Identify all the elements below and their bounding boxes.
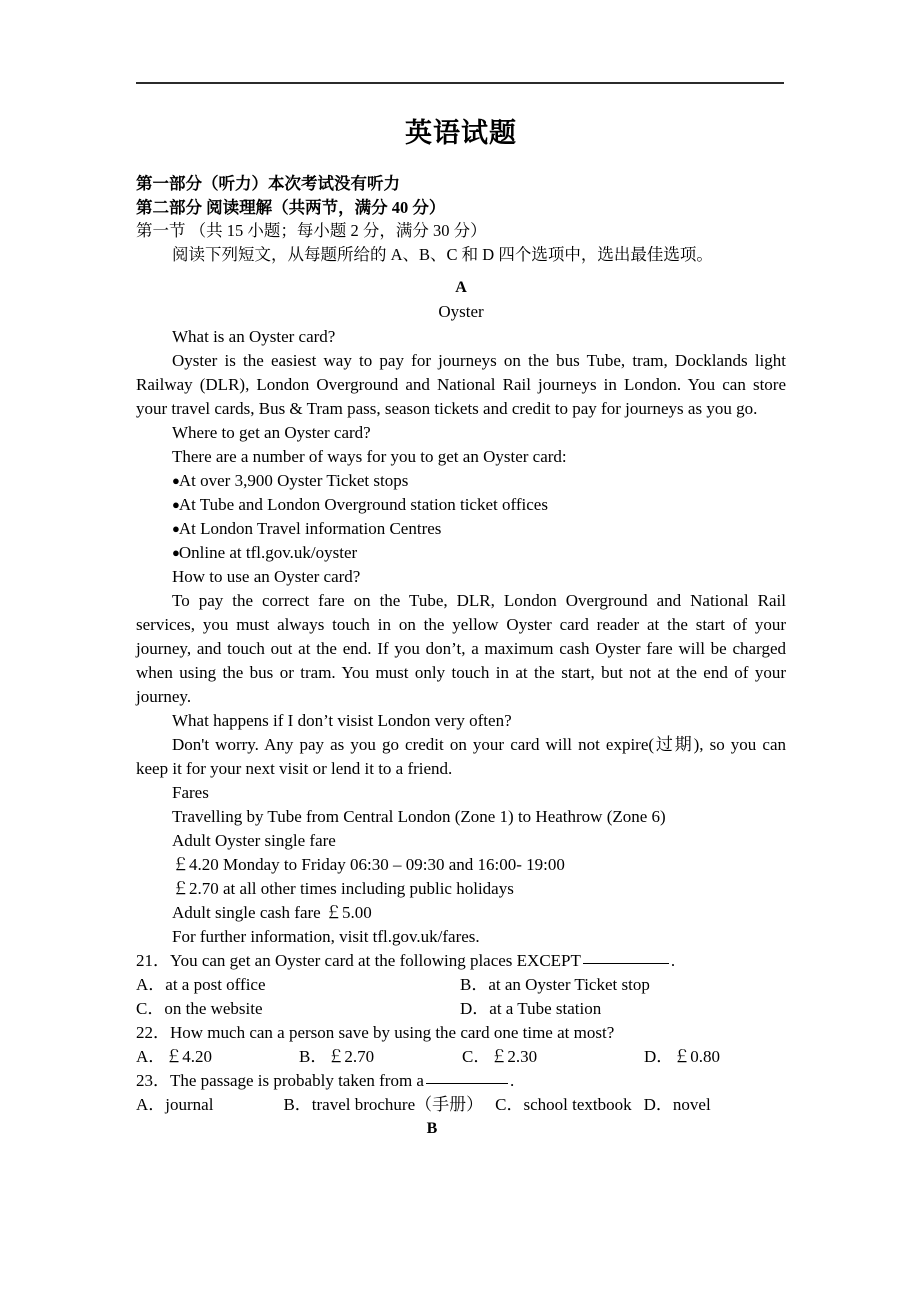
fares-line: ￡4.20 Monday to Friday 06:30 – 09:30 and 16:00- 19:00 <box>172 855 565 875</box>
passage-subtitle: Oyster <box>438 301 484 321</box>
question-23-stem <box>136 1069 786 1093</box>
header-rule-divider <box>136 82 784 84</box>
option-label: B． <box>460 975 489 995</box>
option-text: at a Tube station <box>489 999 602 1019</box>
option-text: on the website <box>164 999 263 1019</box>
option-text: novel <box>672 1095 711 1115</box>
option-text: ￡0.80 <box>673 1047 721 1067</box>
question-text: How much can a person save by using the card one time at most? <box>170 1023 615 1043</box>
option-text: journal <box>165 1095 214 1115</box>
option-a[interactable] <box>136 1045 212 1069</box>
option-text: at an Oyster Ticket stop <box>488 975 650 995</box>
passage-question-where: Where to get an Oyster card? <box>172 423 371 443</box>
option-a[interactable] <box>136 973 266 997</box>
option-d[interactable] <box>460 997 601 1021</box>
bullet-icon: ● <box>172 521 179 537</box>
question-21-options-row-2 <box>136 997 786 1021</box>
question-terminator: . <box>670 951 676 971</box>
section-instruction: 阅读下列短文，从每题所给的 A、B、C 和 D 四个选项中，选出最佳选项。 <box>172 244 713 264</box>
fares-line: Adult Oyster single fare <box>172 831 336 851</box>
section-part-one: 第一部分（听力）本次考试没有听力 <box>136 174 400 194</box>
option-d[interactable] <box>644 1095 711 1114</box>
option-label: A． <box>136 975 166 995</box>
list-item <box>136 517 786 541</box>
fares-line: Adult single cash fare ￡5.00 <box>172 903 372 923</box>
fares-line: For further information, visit tfl.gov.uk/fares. <box>172 927 480 947</box>
question-22-stem <box>136 1021 786 1045</box>
option-b[interactable] <box>299 1045 374 1069</box>
question-22-options-row <box>136 1045 786 1069</box>
option-c[interactable] <box>495 1095 631 1114</box>
option-text: at a post office <box>165 975 266 995</box>
list-item <box>136 541 786 565</box>
list-item <box>136 469 786 493</box>
bullet-icon: ● <box>172 497 179 513</box>
question-number: 22． <box>136 1023 170 1043</box>
bullet-icon: ● <box>172 473 179 489</box>
section-subsection-one: 第一节 （共 15 小题；每小题 2 分，满分 30 分） <box>136 221 487 241</box>
page-title: 英语试题 <box>405 118 517 149</box>
option-label: C． <box>462 1047 491 1067</box>
question-21-stem <box>136 949 786 973</box>
passage-paragraph-2: To pay the correct fare on the Tube, DLR, London Overground and National Rail services, you must always touch in on the yellow Oyster card reader at the start of your journey, and touch out at the end. If you don’t, a maximum cash Oyster fare will be charged when using the bus or tram. You must only touch in at the start, but not at the end of your journey. <box>136 591 786 707</box>
list-item-label: At over 3,900 Oyster Ticket stops <box>178 471 409 491</box>
question-23-options-row <box>136 1093 786 1117</box>
bullet-icon: ● <box>172 545 179 561</box>
passage-question-what: What is an Oyster card? <box>172 327 336 347</box>
question-text: The passage is probably taken from a <box>170 1071 424 1091</box>
passage-paragraph-3: Don't worry. Any pay as you go credit on your card will not expire(过期), so you can keep it for your next visit or lend it to a friend. <box>136 735 786 779</box>
option-label: C． <box>136 999 165 1019</box>
question-21-options-row-1 <box>136 973 786 997</box>
list-item-label: Online at tfl.gov.uk/oyster <box>178 543 358 563</box>
list-item <box>136 493 786 517</box>
option-label: D． <box>460 999 490 1019</box>
passage-letter-a: A <box>455 279 467 297</box>
passage-paragraph-1: Oyster is the easiest way to pay for journeys on the bus Tube, tram, Docklands light Railway (DLR), London Overground and National Rail journeys in London. You can store your travel cards, Bus & Tram pass, season tickets and credit to pay for journeys as you go. <box>136 351 786 419</box>
option-text: ￡2.30 <box>490 1047 538 1067</box>
fares-line: Travelling by Tube from Central London (Zone 1) to Heathrow (Zone 6) <box>172 807 666 827</box>
question-number: 23． <box>136 1071 170 1091</box>
option-c[interactable] <box>462 1045 537 1069</box>
option-b[interactable] <box>283 1095 483 1114</box>
option-d[interactable] <box>644 1045 720 1069</box>
list-item-label: At Tube and London Overground station ticket offices <box>178 495 548 515</box>
option-label: D． <box>643 1095 673 1115</box>
option-text: travel brochure（手册） <box>311 1095 484 1115</box>
question-number: 21． <box>136 951 170 971</box>
fares-line: ￡2.70 at all other times including public holidays <box>172 879 514 899</box>
option-a[interactable] <box>136 1095 213 1114</box>
option-label: A． <box>136 1095 166 1115</box>
list-item-label: At London Travel information Centres <box>178 519 442 539</box>
option-label: B． <box>283 1095 312 1115</box>
question-text: You can get an Oyster card at the following places EXCEPT <box>170 951 581 971</box>
passage-ways-intro: There are a number of ways for you to get an Oyster card: <box>172 447 567 467</box>
option-b[interactable] <box>460 973 650 997</box>
passage-question-how: How to use an Oyster card? <box>172 567 361 587</box>
answer-blank[interactable] <box>583 963 669 964</box>
option-c[interactable] <box>136 997 263 1021</box>
passage-question-visit: What happens if I don’t visist London very often? <box>172 711 512 731</box>
option-text: school textbook <box>523 1095 632 1115</box>
option-text: ￡2.70 <box>327 1047 375 1067</box>
option-label: B． <box>299 1047 328 1067</box>
question-terminator: . <box>509 1071 515 1091</box>
fares-heading: Fares <box>172 783 209 803</box>
document-content <box>136 118 786 1141</box>
option-label: A． <box>136 1047 166 1067</box>
answer-blank[interactable] <box>426 1083 508 1084</box>
passage-letter-b: B <box>426 1120 438 1138</box>
option-label: C． <box>495 1095 524 1115</box>
section-part-two: 第二部分 阅读理解（共两节，满分 40 分） <box>136 197 446 217</box>
option-label: D． <box>644 1047 674 1067</box>
option-text: ￡4.20 <box>165 1047 213 1067</box>
